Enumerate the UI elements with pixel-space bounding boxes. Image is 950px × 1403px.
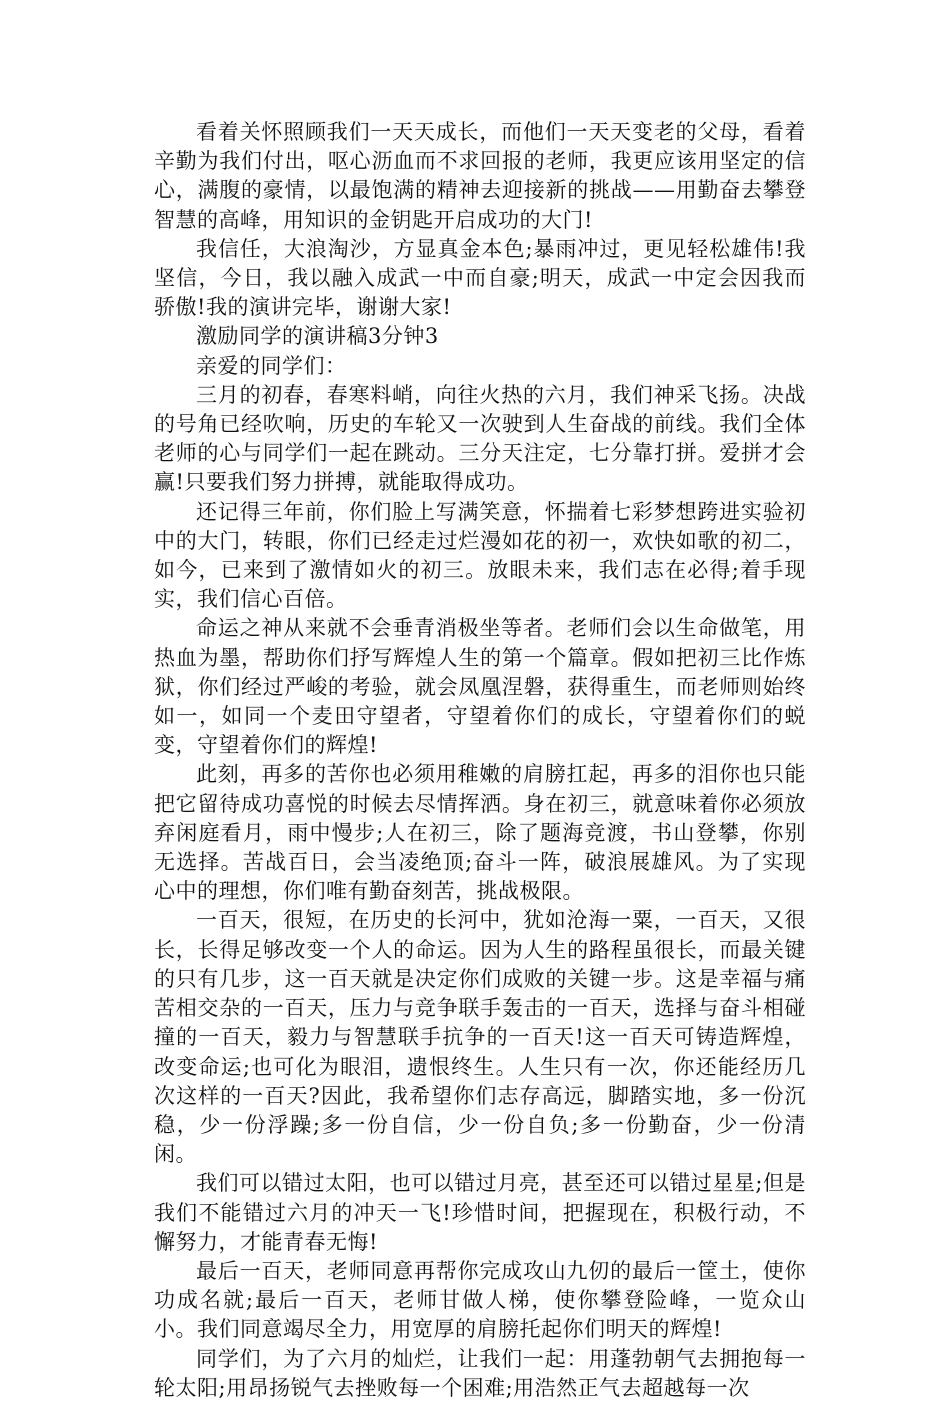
paragraph: 三月的初春，春寒料峭，向往火热的六月，我们神采飞扬。决战的号角已经吹响，历史的车轮又一次驶到人生奋战的前线。我们全体老师的心与同学们一起在跳动。三分天注定，七分靠打拼。爱拼才会赢!只要我们努力拼搏，就能取得成功。 xyxy=(154,382,806,495)
paragraph: 还记得三年前，你们脸上写满笑意，怀揣着七彩梦想跨进实验初中的大门，转眼，你们已经走过烂漫如花的初一，欢快如歌的初二，如今，已来到了激情如火的初三。放眼未来，我们志在必得;着手现实，我们信心百倍。 xyxy=(154,499,806,612)
paragraph: 最后一百天，老师同意再帮你完成攻山九仞的最后一筐土，使你功成名就;最后一百天，老师甘做人梯，使你攀登险峰，一览众山小。我们同意竭尽全力，用宽厚的肩膀托起你们明天的辉煌! xyxy=(154,1258,806,1342)
paragraph: 此刻，再多的苦你也必须用稚嫩的肩膀扛起，再多的泪你也只能把它留待成功喜悦的时候去尽情挥洒。身在初三，就意味着你必须放弃闲庭看月，雨中慢步;人在初三，除了题海竞渡，书山登攀，你别无选择。苦战百日，会当凌绝顶;奋斗一阵，破浪展雄风。为了实现心中的理想，你们唯有勤奋刻苦，挑战极限。 xyxy=(154,762,806,904)
paragraph: 命运之神从来就不会垂青消极坐等者。老师们会以生命做笔，用热血为墨，帮助你们抒写辉煌人生的第一个篇章。假如把初三比作炼狱，你们经过严峻的考验，就会凤凰涅磐，获得重生，而老师则始终如一，如同一个麦田守望者，守望着你们的成长，守望着你们的蜕变，守望着你们的辉煌! xyxy=(154,616,806,758)
paragraph: 一百天，很短，在历史的长河中，犹如沧海一粟，一百天，又很长，长得足够改变一个人的命运。因为人生的路程虽很长，而最关键的只有几步，这一百天就是决定你们成败的关键一步。这是幸福与痛苦相交杂的一百天，压力与竞争联手轰击的一百天，选择与奋斗相碰撞的一百天，毅力与智慧联手抗争的一百天!这一百天可铸造辉煌，改变命运;也可化为眼泪，遗恨终生。人生只有一次，你还能经历几次这样的一百天?因此，我希望你们志存高远，脚踏实地，多一份沉稳，少一份浮躁;多一份自信，少一份自负;多一份勤奋，少一份清闲。 xyxy=(154,908,806,1167)
paragraph: 我信任，大浪淘沙，方显真金本色;暴雨冲过，更见轻松雄伟!我坚信，今日，我以融入成武一中而自豪;明天，成武一中定会因我而骄傲!我的演讲完毕，谢谢大家! xyxy=(154,236,806,320)
section-heading: 激励同学的演讲稿3分钟3 xyxy=(196,324,439,349)
paragraph: 看着关怀照顾我们一天天成长，而他们一天天变老的父母，看着辛勤为我们付出，呕心沥血而不求回报的老师，我更应该用坚定的信心，满腹的豪情，以最饱满的精神去迎接新的挑战——用勤奋去攀登智慧的高峰，用知识的金钥匙开启成功的大门! xyxy=(154,120,806,232)
salutation: 亲爱的同学们： xyxy=(196,353,347,378)
paragraph: 我们可以错过太阳，也可以错过月亮，甚至还可以错过星星;但是我们不能错过六月的冲天一飞!珍惜时间，把握现在，积极行动，不懈努力，才能青春无悔! xyxy=(154,1171,806,1254)
document-body xyxy=(154,118,806,1403)
paragraph: 同学们，为了六月的灿烂，让我们一起：用蓬勃朝气去拥抱每一轮太阳;用昂扬锐气去挫败每一个困难;用浩然正气去超越每一次 xyxy=(154,1346,806,1400)
